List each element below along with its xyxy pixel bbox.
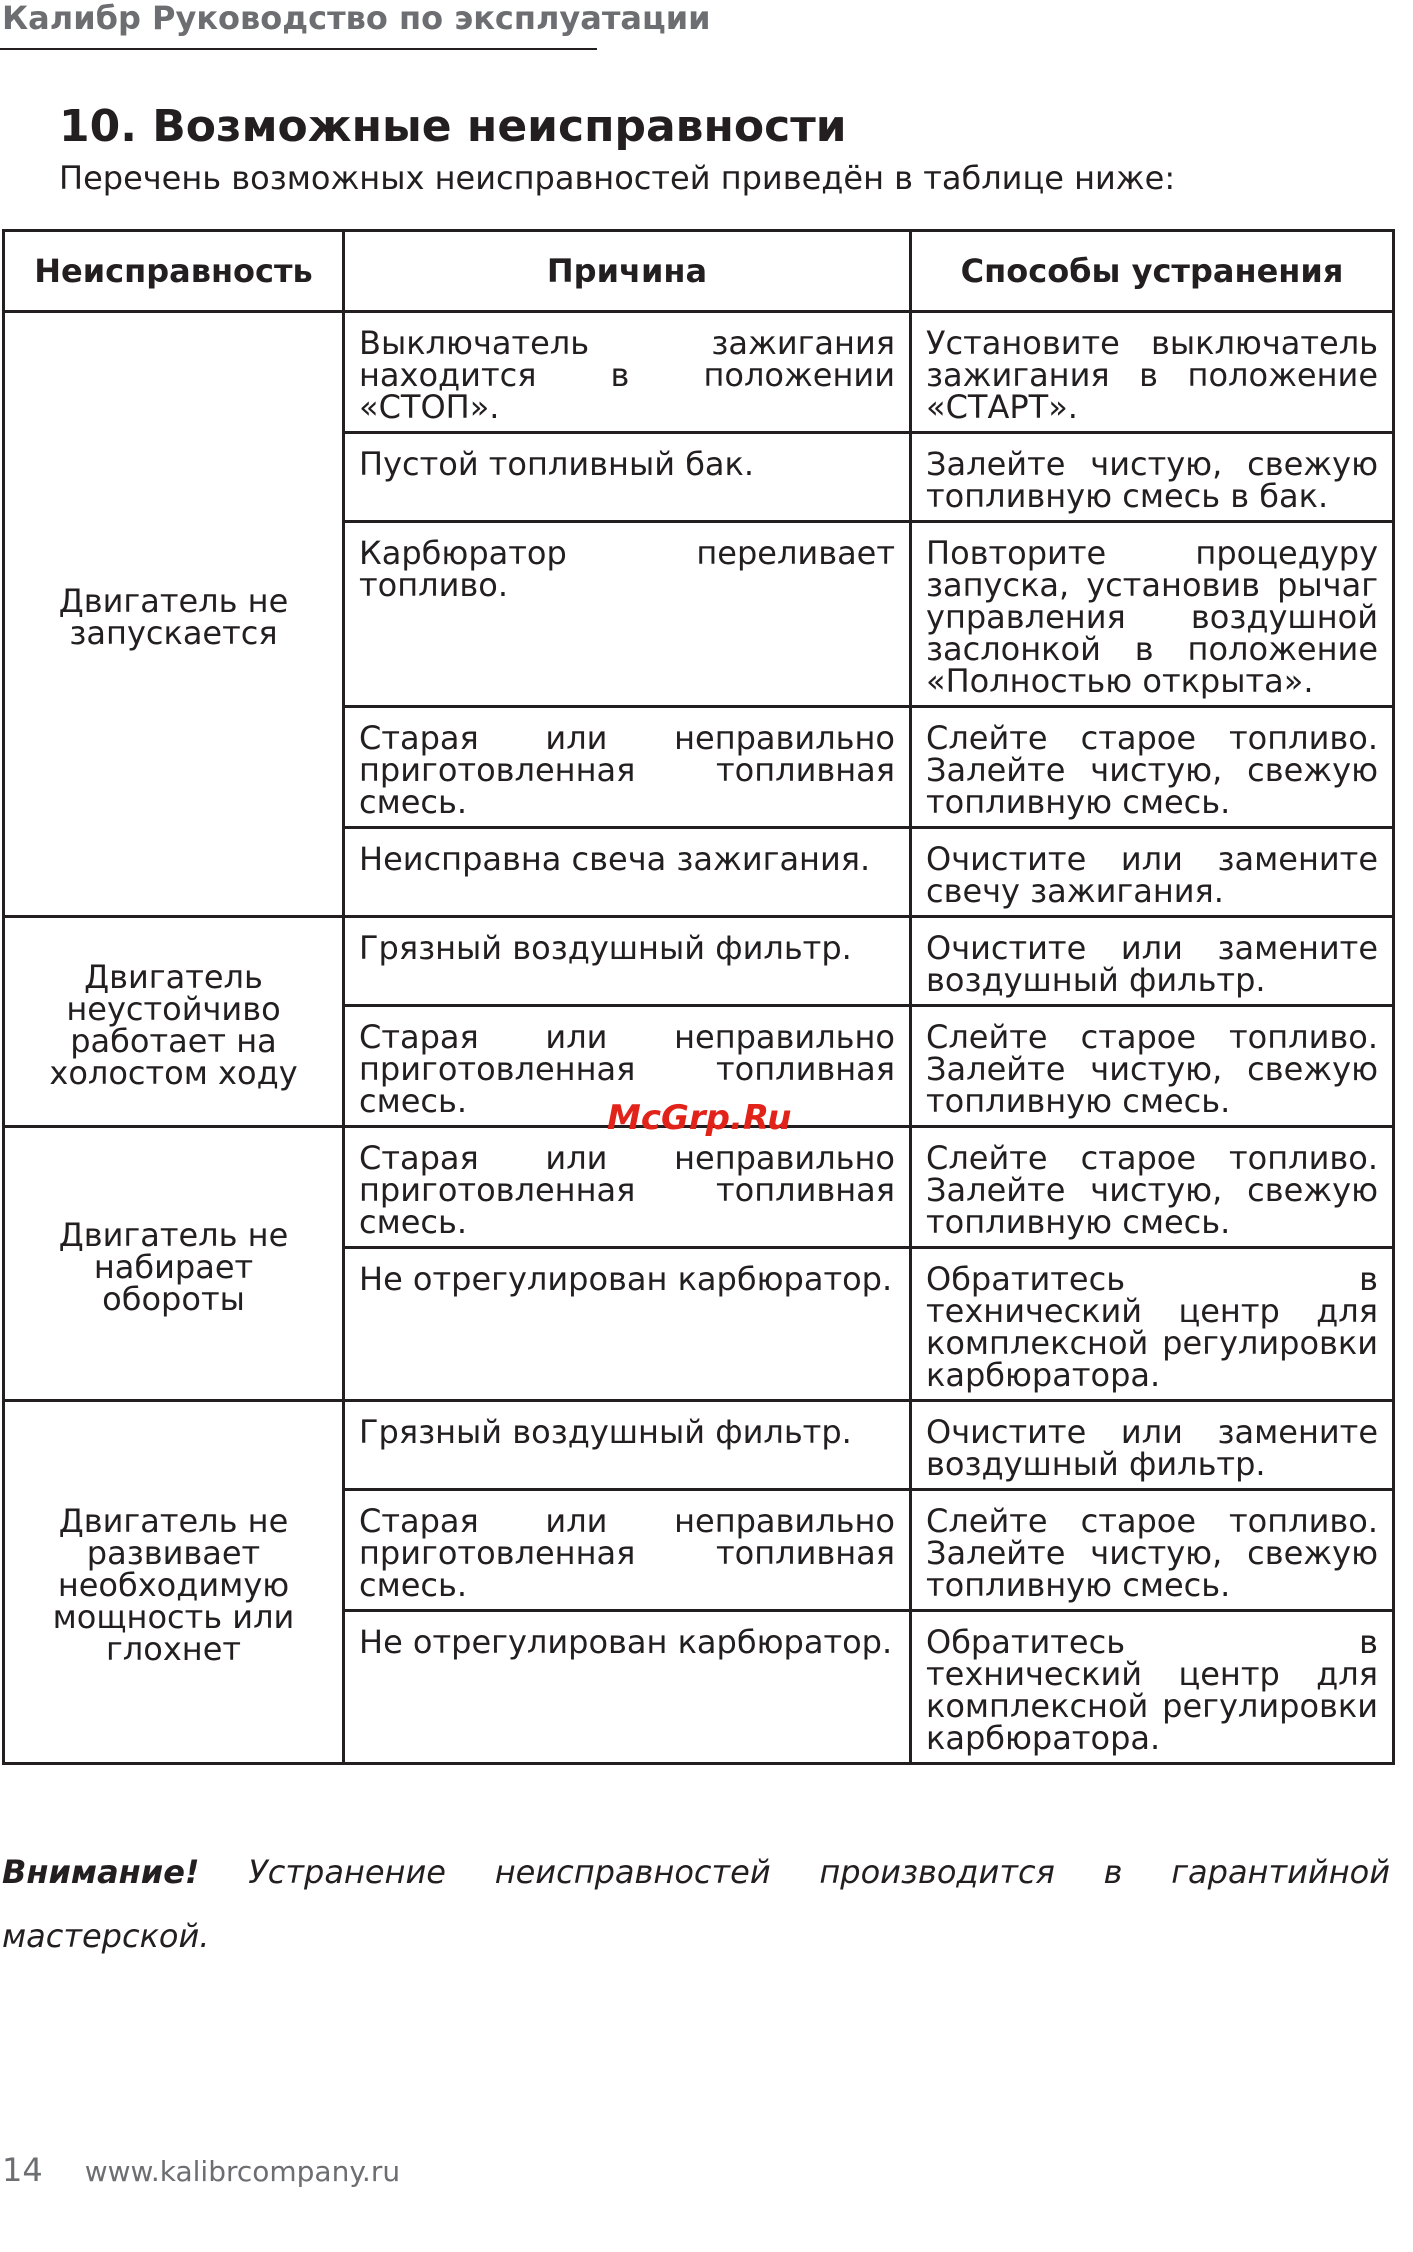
warning-label: Внимание!: [2, 1853, 200, 1891]
cause-cell: Не отрегулирован карбюратор.: [344, 1611, 911, 1764]
remedy-cell: Обратитесь в технический центр для комплексной регулировки карбюратора.: [911, 1611, 1394, 1764]
section-intro: Перечень возможных неисправностей приведён в таблице ниже:: [59, 159, 1176, 197]
cause-cell: Грязный воздушный фильтр.: [344, 917, 911, 1006]
remedy-cell: Повторите процедуру запуска, установив рычаг управления воздушной заслонкой в положение «Полностью открыта».: [911, 522, 1394, 707]
cause-cell: Не отрегулирован карбюратор.: [344, 1248, 911, 1401]
fault-cell: Двигатель не набирает обороты: [4, 1127, 344, 1401]
remedy-cell: Обратитесь в технический центр для комплексной регулировки карбюратора.: [911, 1248, 1394, 1401]
page-number: 14: [2, 2151, 43, 2189]
warning-note: [2, 1840, 1390, 1968]
remedy-cell: Слейте старое топливо. Залейте чистую, свежую топливную смесь.: [911, 1490, 1394, 1611]
remedy-cell: Слейте старое топливо. Залейте чистую, свежую топливную смесь.: [911, 707, 1394, 828]
table-header-row: [4, 231, 1394, 312]
fault-cell: Двигатель не запускается: [4, 312, 344, 917]
cause-cell: Старая или неправильно приготовленная топливная смесь.: [344, 1490, 911, 1611]
table-row: [4, 312, 1394, 433]
remedy-cell: Очистите или замените свечу зажигания.: [911, 828, 1394, 917]
fault-cell: Двигатель не развивает необходимую мощность или глохнет: [4, 1401, 344, 1764]
table-row: [4, 917, 1394, 1006]
troubleshooting-table: [2, 229, 1395, 1765]
column-header-cause: Причина: [344, 231, 911, 312]
fault-cell: Двигатель неустойчиво работает на холостом ходу: [4, 917, 344, 1127]
section-title: 10. Возможные неисправности: [59, 101, 847, 152]
remedy-cell: Очистите или замените воздушный фильтр.: [911, 1401, 1394, 1490]
column-header-fault: Неисправность: [4, 231, 344, 312]
table-row: [4, 1127, 1394, 1248]
warning-text: Устранение неисправностей производится в гарантийной мастерской.: [2, 1853, 1391, 1955]
cause-cell: Грязный воздушный фильтр.: [344, 1401, 911, 1490]
footer-url: www.kalibrcompany.ru: [84, 2155, 401, 2188]
remedy-cell: Слейте старое топливо. Залейте чистую, свежую топливную смесь.: [911, 1127, 1394, 1248]
running-header: Калибр Руководство по эксплуатации: [2, 0, 711, 37]
remedy-cell: Залейте чистую, свежую топливную смесь в бак.: [911, 433, 1394, 522]
cause-cell: Старая или неправильно приготовленная топливная смесь.: [344, 1006, 911, 1127]
cause-cell: Неисправна свеча зажигания.: [344, 828, 911, 917]
cause-cell: Пустой топливный бак.: [344, 433, 911, 522]
column-header-remedy: Способы устранения: [911, 231, 1394, 312]
watermark: McGrp.Ru: [607, 1098, 792, 1138]
page-footer: [2, 2150, 400, 2192]
header-rule: [0, 48, 597, 50]
remedy-cell: Установите выключатель зажигания в положение «СТАРТ».: [911, 312, 1394, 433]
remedy-cell: Слейте старое топливо. Залейте чистую, свежую топливную смесь.: [911, 1006, 1394, 1127]
cause-cell: Старая или неправильно приготовленная топливная смесь.: [344, 1127, 911, 1248]
remedy-cell: Очистите или замените воздушный фильтр.: [911, 917, 1394, 1006]
cause-cell: Выключатель зажигания находится в положении «СТОП».: [344, 312, 911, 433]
cause-cell: Карбюратор переливает топливо.: [344, 522, 911, 707]
cause-cell: Старая или неправильно приготовленная топливная смесь.: [344, 707, 911, 828]
table-row: [4, 1401, 1394, 1490]
